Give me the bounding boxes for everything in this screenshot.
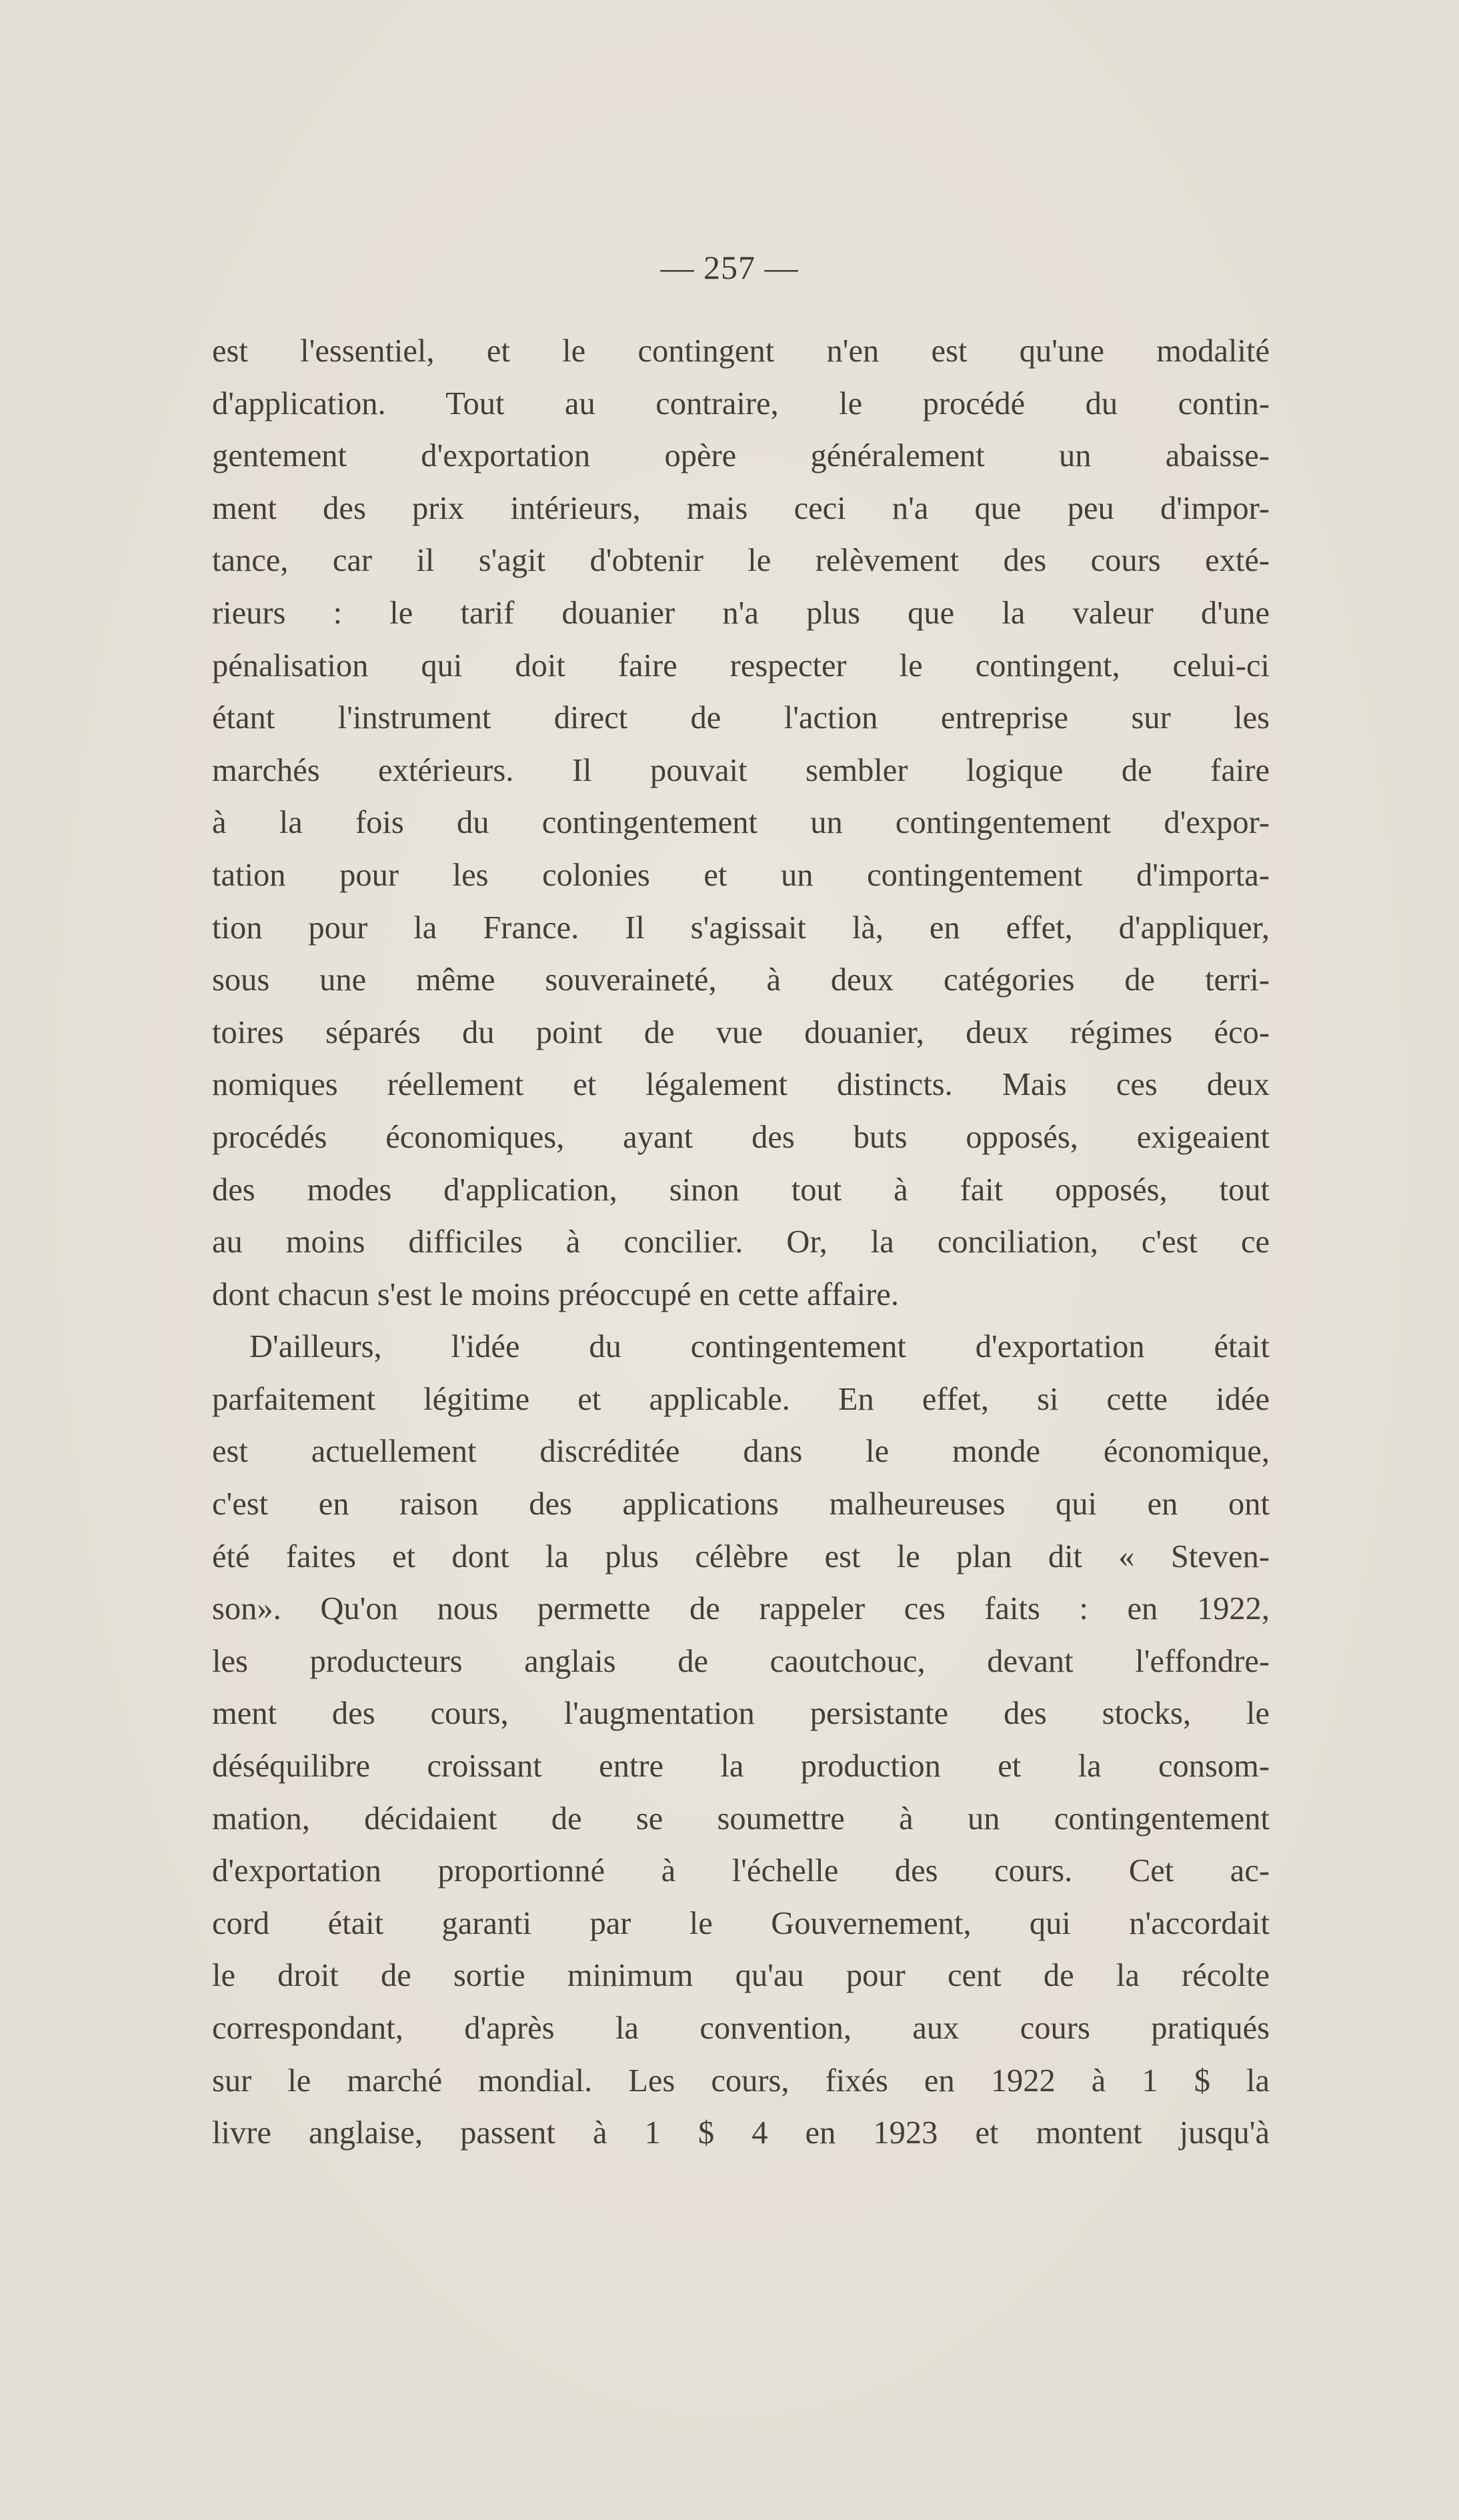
body-text	[212, 325, 1270, 2160]
text-line: d'application. Tout au contraire, le procédé du contin-	[212, 385, 1270, 421]
text-line: gentement d'exportation opère généralement un abaisse-	[212, 438, 1270, 474]
text-line: été faites et dont la plus célèbre est le plan dit « Steven-	[212, 1538, 1270, 1574]
text-line: à la fois du contingentement un contingentement d'expor-	[212, 805, 1270, 841]
text-line: parfaitement légitime et applicable. En effet, si cette idée	[212, 1381, 1270, 1417]
page-number: — 257 —	[660, 249, 799, 286]
text-line: tance, car il s'agit d'obtenir le relèvement des cours exté-	[212, 543, 1270, 579]
text-line: D'ailleurs, l'idée du contingentement d'exportation était	[249, 1329, 1270, 1365]
text-line: est l'essentiel, et le contingent n'en est qu'une modalité	[212, 333, 1270, 369]
text-line: sur le marché mondial. Les cours, fixés en 1922 à 1 $ la	[212, 2063, 1270, 2099]
text-line: correspondant, d'après la convention, aux cours pratiqués	[212, 2011, 1270, 2046]
text-line: pénalisation qui doit faire respecter le contingent, celui-ci	[212, 648, 1270, 684]
text-line: au moins difficiles à concilier. Or, la conciliation, c'est ce	[212, 1224, 1270, 1260]
text-line: d'exportation proportionné à l'échelle des cours. Cet ac-	[212, 1853, 1270, 1889]
text-line: étant l'instrument direct de l'action entreprise sur les	[212, 700, 1270, 736]
text-line: sous une même souveraineté, à deux catégories de terri-	[212, 962, 1270, 998]
text-line: marchés extérieurs. Il pouvait sembler logique de faire	[212, 752, 1270, 788]
text-line: dont chacun s'est le moins préoccupé en cette affaire.	[212, 1276, 899, 1312]
text-line: est actuellement discréditée dans le monde économique,	[212, 1434, 1270, 1470]
text-line: procédés économiques, ayant des buts opposés, exigeaient	[212, 1119, 1270, 1155]
text-line: les producteurs anglais de caoutchouc, devant l'effondre-	[212, 1643, 1270, 1679]
text-line: déséquilibre croissant entre la production et la consom-	[212, 1748, 1270, 1784]
text-line: nomiques réellement et légalement distincts. Mais ces deux	[212, 1067, 1270, 1103]
text-line: c'est en raison des applications malheureuses qui en ont	[212, 1486, 1270, 1522]
text-line: ment des prix intérieurs, mais ceci n'a que peu d'impor-	[212, 490, 1270, 526]
text-line: toires séparés du point de vue douanier, deux régimes éco-	[212, 1014, 1270, 1050]
text-line: tion pour la France. Il s'agissait là, en effet, d'appliquer,	[212, 910, 1270, 946]
text-line: tation pour les colonies et un contingentement d'importa-	[212, 857, 1270, 893]
text-line: cord était garanti par le Gouvernement, qui n'accordait	[212, 1905, 1270, 1941]
text-line: mation, décidaient de se soumettre à un contingentement	[212, 1800, 1270, 1836]
text-line: ment des cours, l'augmentation persistante des stocks, le	[212, 1696, 1270, 1732]
text-line: le droit de sortie minimum qu'au pour cent de la récolte	[212, 1958, 1270, 1994]
text-line: livre anglaise, passent à 1 $ 4 en 1923 et montent jusqu'à	[212, 2115, 1270, 2151]
text-line: son». Qu'on nous permette de rappeler ces faits : en 1922,	[212, 1591, 1270, 1627]
text-line: des modes d'application, sinon tout à fait opposés, tout	[212, 1172, 1270, 1208]
text-line: rieurs : le tarif douanier n'a plus que la valeur d'une	[212, 595, 1270, 631]
